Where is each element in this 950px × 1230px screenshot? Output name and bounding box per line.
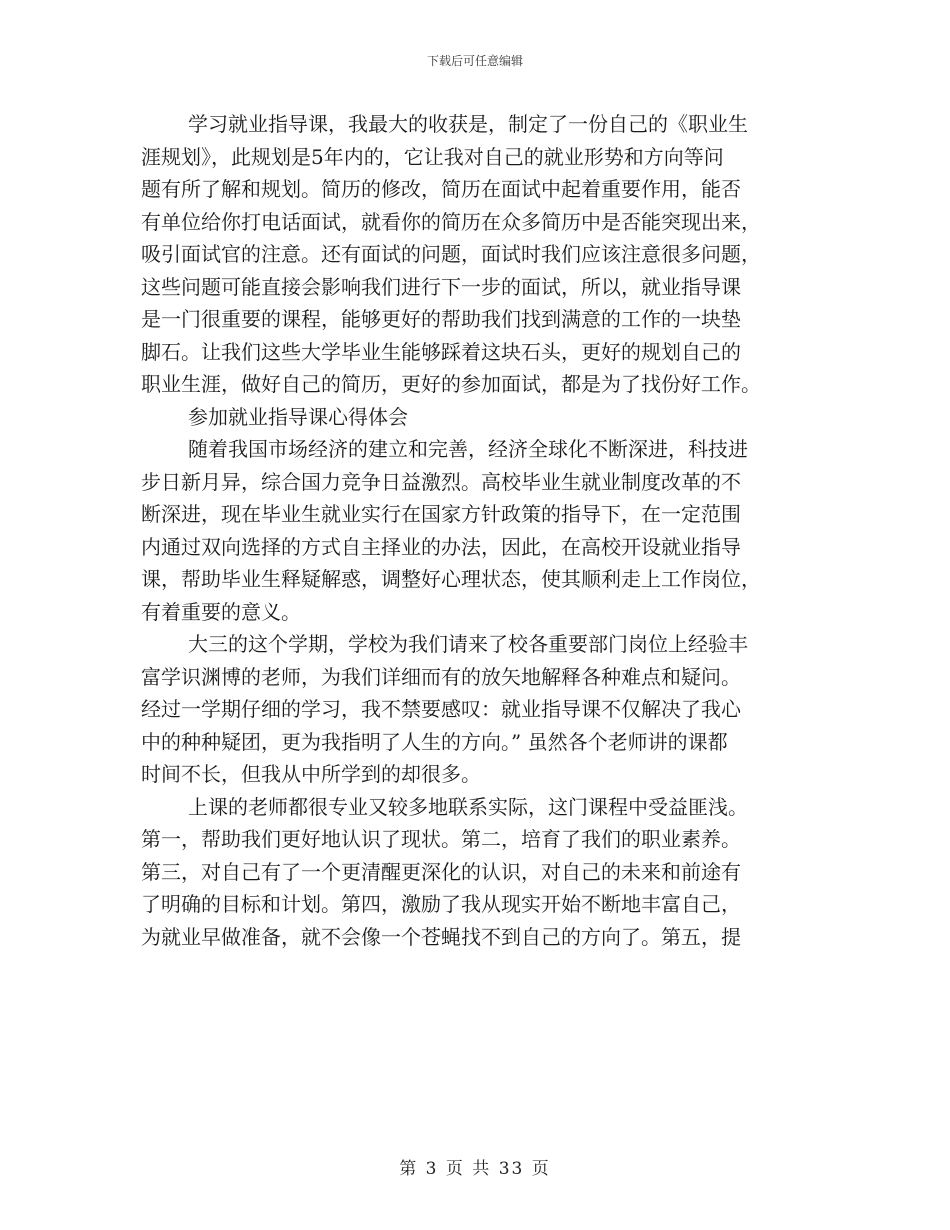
text-line: 涯规划》，此规划是5年内的，它让我对自己的就业形势和方向等问 xyxy=(141,144,724,169)
text-line: 有单位给你打电话面试，就看你的简历在众多简历中是否能突现出来， xyxy=(141,209,761,234)
text-line: 内通过双向选择的方式自主择业的办法，因此，在高校开设就业指导 xyxy=(141,534,741,559)
text-line: 了明确的目标和计划。第四，激励了我从现实开始不断地丰富自己， xyxy=(141,892,741,916)
page-footer: 第 3 页 共 33 页 xyxy=(399,1159,551,1179)
text-line: 是一门很重要的课程，能够更好的帮助我们找到满意的工作的一块垫 xyxy=(141,307,741,331)
text-line: 职业生涯，做好自己的简历，更好的参加面试，都是为了找份好工作。 xyxy=(141,372,761,396)
text-line: 随着我国市场经济的建立和完善，经济全球化不断深进，科技进 xyxy=(188,437,748,461)
text-line: 脚石。让我们这些大学毕业生能够踩着这块石头，更好的规划自己的 xyxy=(141,339,741,364)
text-line: 为就业早做准备，就不会像一个苍蝇找不到自己的方向了。第五，提 xyxy=(141,924,741,949)
text-line: 吸引面试官的注意。还有面试的问题，面试时我们应该注意很多问题， xyxy=(141,242,761,266)
text-line: 大三的这个学期，学校为我们请来了校各重要部门岗位上经验丰 xyxy=(188,632,748,656)
text-line: 有着重要的意义。 xyxy=(141,599,301,624)
text-line: 这些问题可能直接会影响我们进行下一步的面试，所以，就业指导课 xyxy=(141,274,741,299)
page-header: 下载后可任意编辑 xyxy=(426,54,523,68)
text-line: 第一，帮助我们更好地认识了现状。第二，培育了我们的职业素养。 xyxy=(141,827,741,851)
text-line: 步日新月异，综合国力竞争日益激烈。高校毕业生就业制度改革的不 xyxy=(141,469,741,494)
text-line: 经过一学期仔细的学习，我不禁要感叹：就业指导课不仅解决了我心 xyxy=(141,697,741,721)
text-line: 第三，对自己有了一个更清醒更深化的认识，对自己的未来和前途有 xyxy=(141,859,741,884)
text-line: 中的种种疑团，更为我指明了人生的方向。” 虽然各个老师讲的课都 xyxy=(141,729,728,754)
text-line: 学习就业指导课，我最大的收获是，制定了一份自己的《职业生 xyxy=(188,112,748,136)
text-line: 断深进，现在毕业生就业实行在国家方针政策的指导下，在一定范围 xyxy=(141,502,741,526)
text-line: 题有所了解和规划。简历的修改，简历在面试中起着重要作用，能否 xyxy=(141,177,741,201)
text-line: 时间不长，但我从中所学到的却很多。 xyxy=(141,762,481,786)
text-line: 课，帮助毕业生释疑解惑，调整好心理状态，使其顺利走上工作岗位， xyxy=(141,567,761,591)
text-line: 富学识渊博的老师，为我们详细而有的放矢地解释各种难点和疑问。 xyxy=(141,664,741,689)
text-line: 参加就业指导课心得体会 xyxy=(188,404,408,429)
document-body xyxy=(141,108,811,953)
text-line: 上课的老师都很专业又较多地联系实际，这门课程中受益匪浅。 xyxy=(188,794,748,819)
